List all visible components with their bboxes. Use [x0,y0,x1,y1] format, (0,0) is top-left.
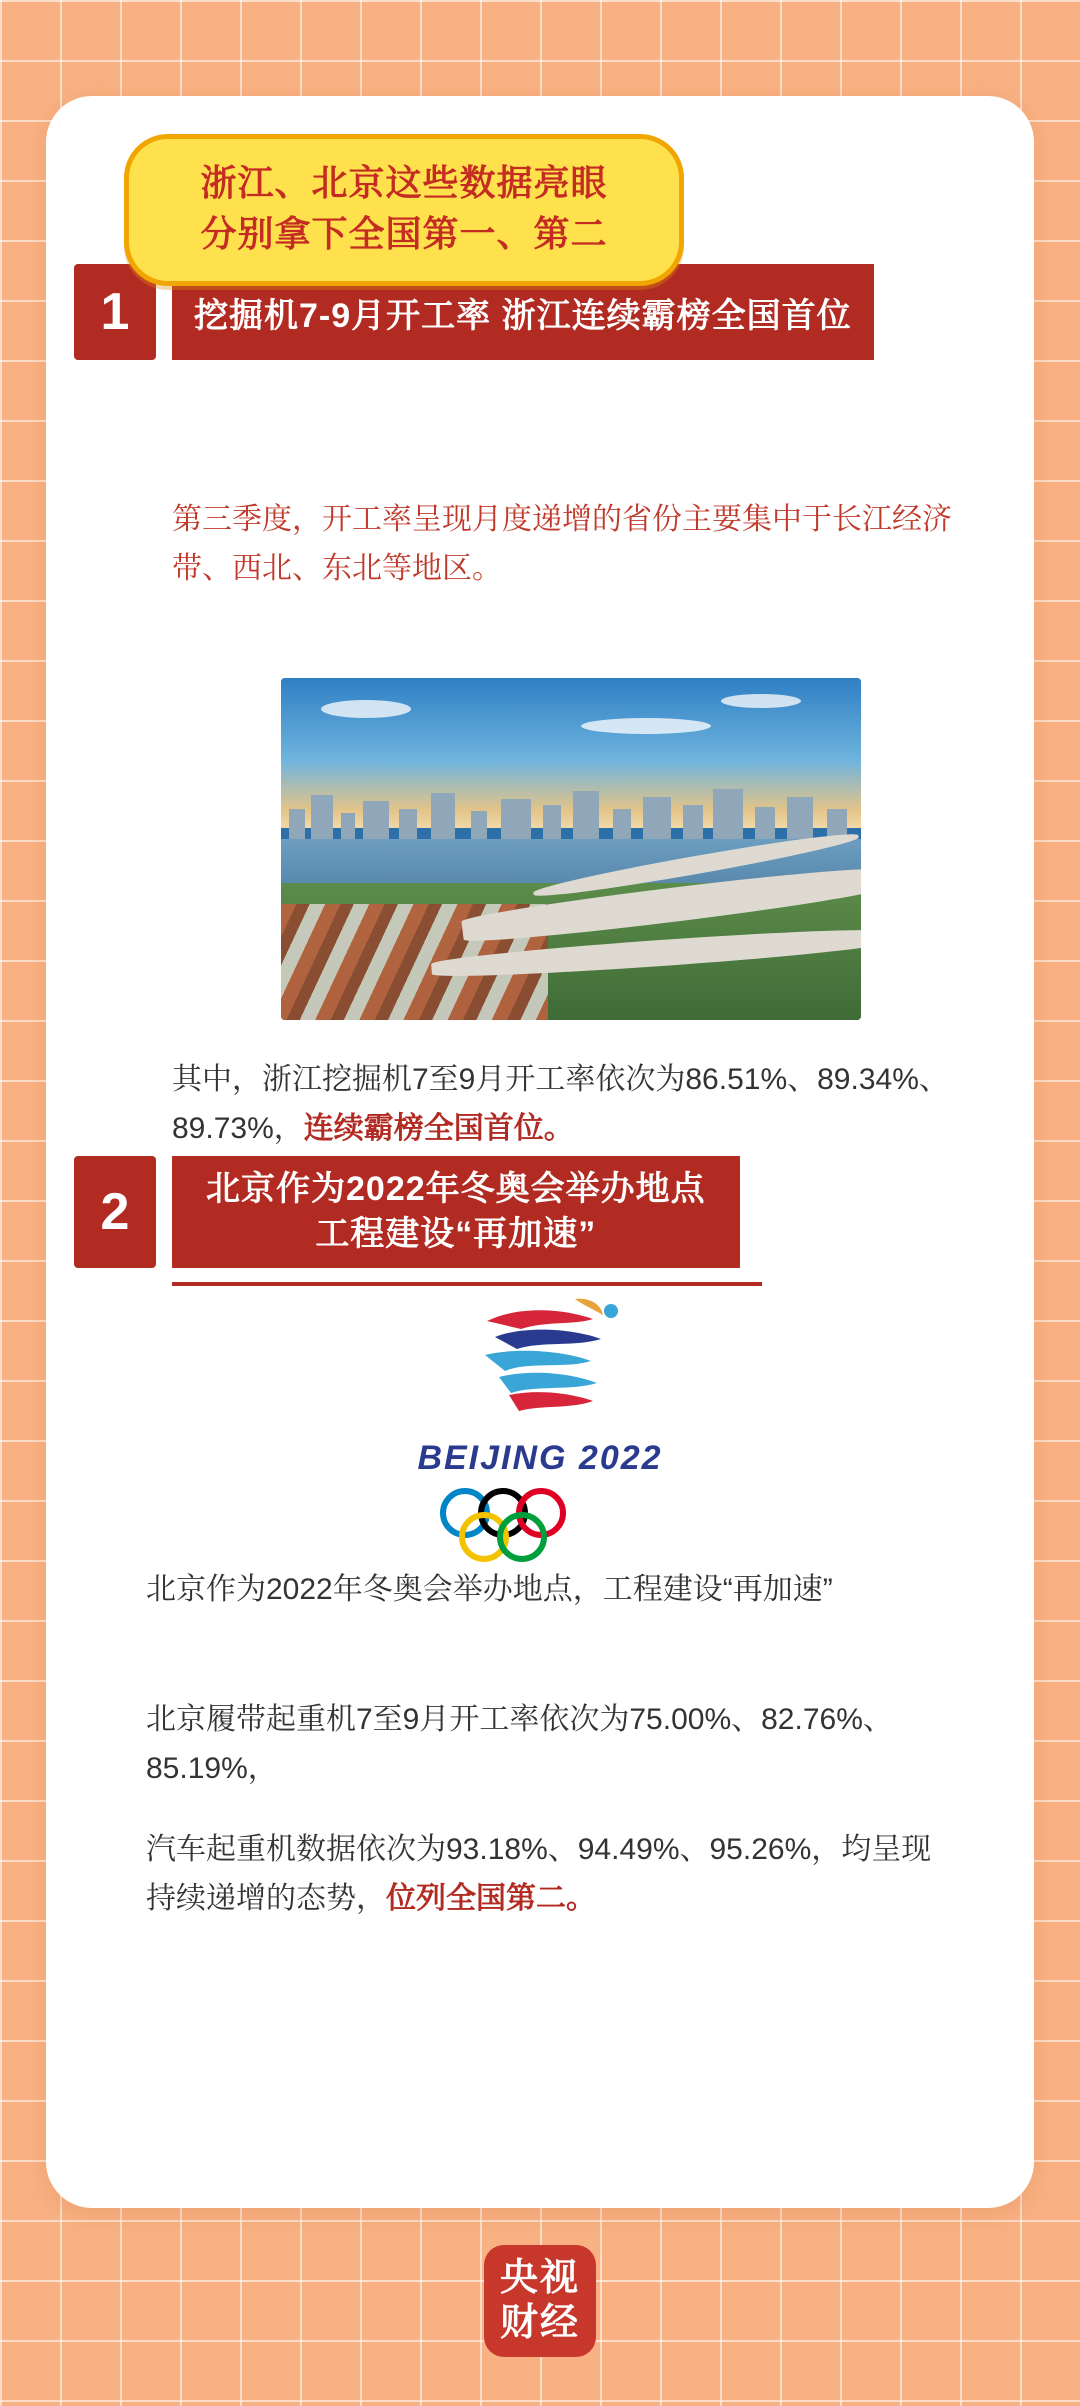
section-2-paragraph-2: 北京履带起重机7至9月开工率依次为75.00%、82.76%、85.19%， [146,1703,893,1785]
section-2-paragraph-3 [146,1826,946,1923]
photo-skyline [281,791,861,839]
cloud-shape [321,700,411,718]
section-2-title-line-2: 工程建设“再加速” [315,1215,597,1253]
section-1-paragraph-1: 第三季度，开工率呈现月度递增的省份主要集中于长江经济带、西北、东北等地区。 [172,503,952,585]
section-2-paragraph-1: 北京作为2022年冬奥会举办地点，工程建设“再加速” [146,1573,833,1606]
city-photo [281,678,861,1020]
section-2-paragraph-3-highlight: 位列全国第二。 [386,1881,596,1915]
beijing-2022-wordmark: BEIJING 2022 [417,1439,663,1477]
section-2-paragraph-3-plain: 汽车起重机数据依次为93.18%、94.49%、95.26%，均呈现持续递增的态势， [146,1833,932,1915]
footer-logo-line-2: 财经 [499,2302,580,2344]
beijing-2022-logo [46,1291,1034,1550]
section-2-title [172,1156,740,1268]
section-2-number: 2 [74,1156,156,1268]
banner-title-line-2: 分别拿下全国第一、第二 [200,213,608,255]
section-1-paragraph-2-plain: 其中，浙江挖掘机7至9月开工率依次为86.51%、89.34%、89.73%， [172,1063,949,1145]
section-2-title-line-1: 北京作为2022年冬奥会举办地点 [206,1170,706,1209]
section-1-paragraph-2 [172,1056,972,1153]
section-1-number: 1 [74,264,156,360]
poster-card [46,96,1034,2208]
olympic-rings-icon [440,1488,640,1550]
footer-logo-line-1: 央视 [499,2257,580,2300]
section-1-title: 挖掘机7-9月开工率 浙江连续霸榜全国首位 [172,264,874,360]
section-2-divider [172,1282,762,1286]
cctv-finance-logo [484,2245,596,2357]
header-banner [124,134,684,286]
cloud-shape [581,718,711,734]
cloud-shape [721,694,801,708]
section-1-paragraph-2-highlight: 连续霸榜全国首位。 [303,1111,574,1145]
banner-title-line-1: 浙江、北京这些数据亮眼 [200,162,608,203]
section-2-header [46,1156,1034,1252]
beijing-2022-emblem-icon [425,1291,655,1431]
